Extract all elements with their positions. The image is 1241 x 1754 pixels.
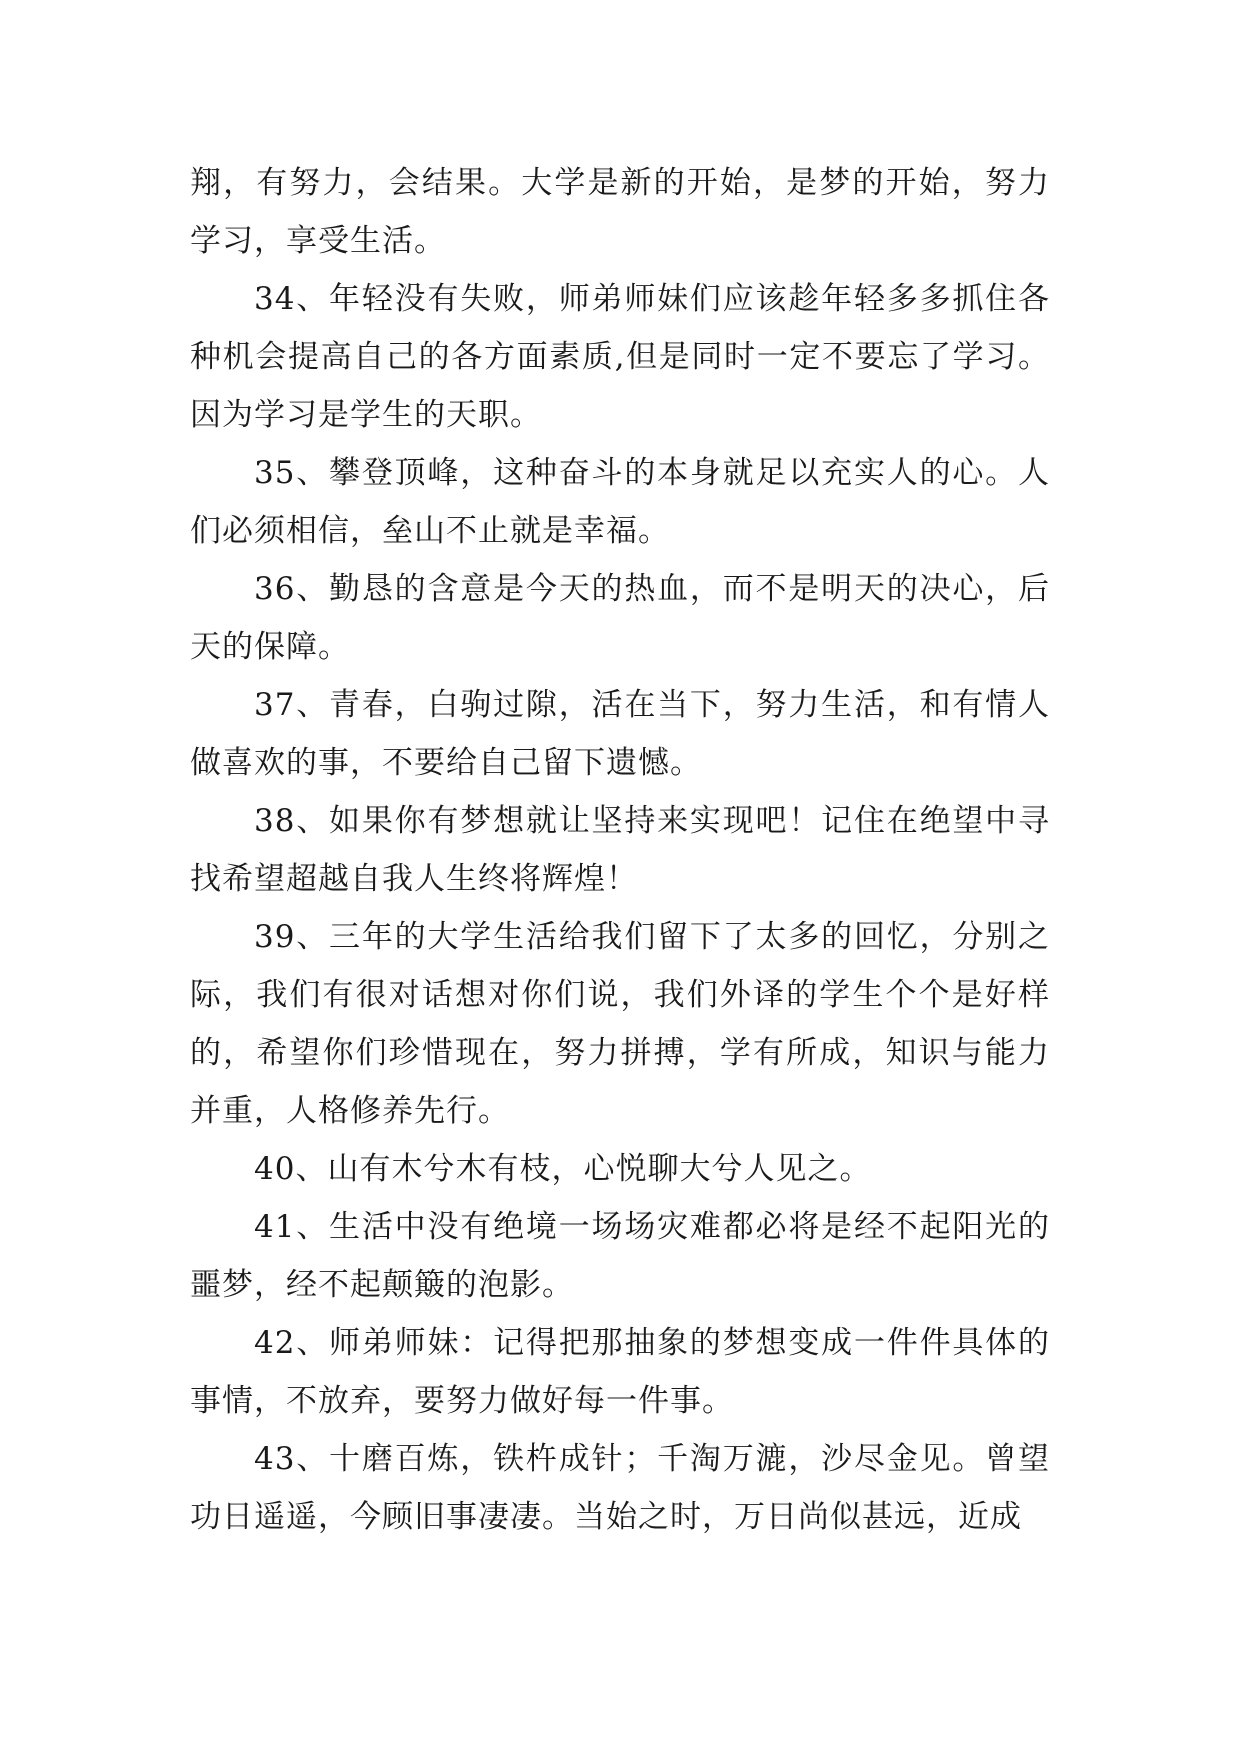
document-body (190, 154, 1050, 1546)
paragraph-item-34: 34、年轻没有失败，师弟师妹们应该趁年轻多多抓住各种机会提高自己的各方面素质,但是同时一定不要忘了学习。因为学习是学生的天职。 (190, 281, 1050, 433)
paragraph-item-37: 37、青春，白驹过隙，活在当下，努力生活，和有情人做喜欢的事，不要给自己留下遗憾。 (190, 687, 1050, 781)
paragraph-item-39: 39、三年的大学生活给我们留下了太多的回忆，分别之际，我们有很对话想对你们说，我们外译的学生个个是好样的，希望你们珍惜现在，努力拼搏，学有所成，知识与能力并重，人格修养先行。 (190, 919, 1050, 1129)
paragraph-item-40: 40、山有木兮木有枝，心悦聊大兮人见之。 (254, 1151, 872, 1187)
paragraph-item-36: 36、勤恳的含意是今天的热血，而不是明天的决心，后天的保障。 (190, 571, 1050, 665)
paragraph-item-38: 38、如果你有梦想就让坚持来实现吧！记住在绝望中寻找希望超越自我人生终将辉煌！ (190, 803, 1050, 897)
paragraph-item-42: 42、师弟师妹：记得把那抽象的梦想变成一件件具体的事情，不放弃，要努力做好每一件事。 (190, 1325, 1050, 1419)
paragraph-item-43: 43、十磨百炼，铁杵成针；千淘万漉，沙尽金见。曾望功日遥遥，今顾旧事凄凄。当始之时，万日尚似甚远，近成 (190, 1441, 1050, 1535)
paragraph-item-41: 41、生活中没有绝境一场场灾难都必将是经不起阳光的噩梦，经不起颠簸的泡影。 (190, 1209, 1050, 1303)
paragraph-continuation: 翔，有努力，会结果。大学是新的开始，是梦的开始，努力学习，享受生活。 (190, 165, 1050, 259)
paragraph-item-35: 35、攀登顶峰，这种奋斗的本身就足以充实人的心。人们必须相信，垒山不止就是幸福。 (190, 455, 1050, 549)
